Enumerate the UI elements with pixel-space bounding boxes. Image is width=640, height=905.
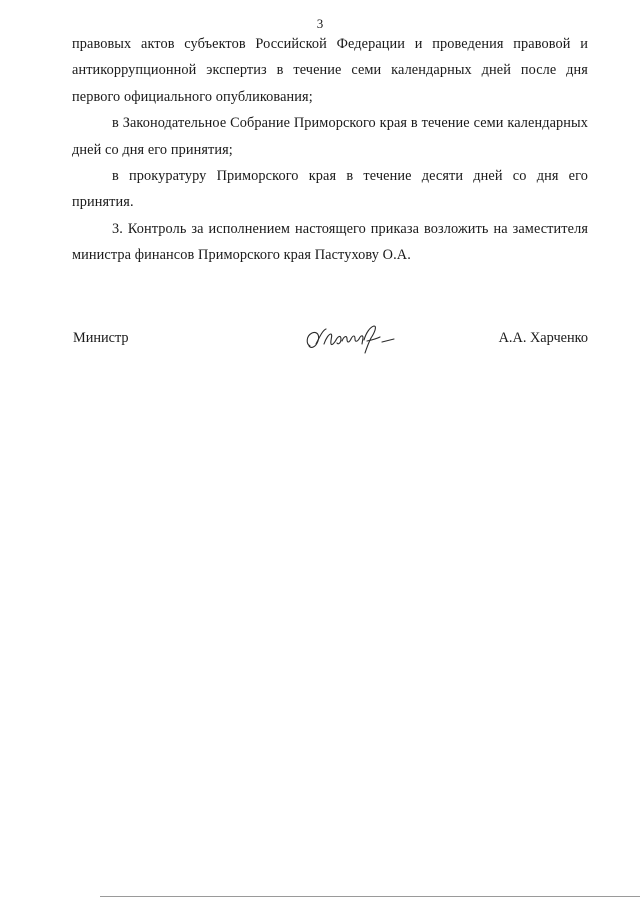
paragraph-control-clause: 3. Контроль за исполнением настоящего приказа возложить на заместителя министра финансов Приморского края Пастухову О.А. [72,220,588,264]
paragraph-prosecutor: в прокуратуру Приморского края в течение десяти дней со дня его принятия. [72,168,588,211]
paragraph-legislative-assembly: в Законодательное Собрание Приморского края в течение семи календарных дней со дня его принятия; [72,115,588,158]
handwritten-signature [304,322,400,356]
page-number: 3 [316,16,324,31]
signatory-name: А.А. Харченко [498,330,588,346]
signatory-position: Министр [73,330,129,346]
document-body [72,31,588,269]
bottom-scan-edge [100,896,640,897]
signature-block [72,322,588,356]
paragraph-continuation: правовых актов субъектов Российской Федерации и проведения правовой и антикоррупционной экспертиз в течение семи календарных дней после дня первого официального опубликования; [72,36,588,105]
